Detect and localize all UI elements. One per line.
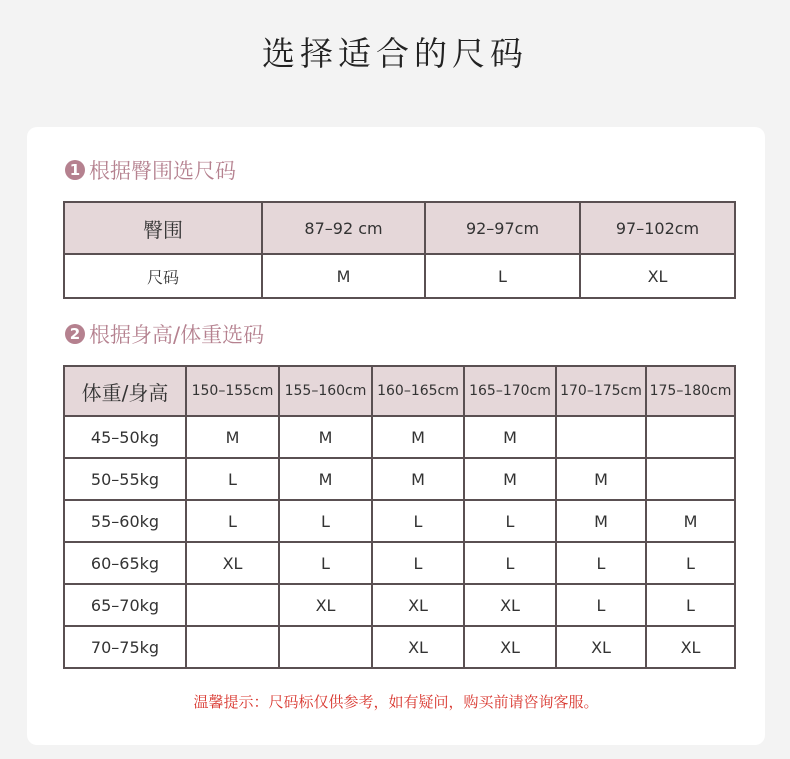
hip-column-header: 97–102cm: [580, 202, 735, 254]
size-cell: M: [279, 416, 372, 458]
size-cell: [279, 626, 372, 668]
weight-cell: 60–65kg: [64, 542, 186, 584]
size-cell: M: [646, 500, 735, 542]
size-cell: M: [464, 416, 556, 458]
size-cell: L: [464, 500, 556, 542]
section-hip-heading: [65, 155, 236, 185]
size-cell: M: [372, 458, 464, 500]
size-cell: M: [556, 500, 646, 542]
size-cell: XL: [372, 626, 464, 668]
size-cell: M: [186, 416, 279, 458]
height-weight-size-table: [63, 365, 736, 669]
size-cell: [646, 416, 735, 458]
height-column-header: 175–180cm: [646, 366, 735, 416]
hip-row-header: 臀围: [64, 202, 262, 254]
size-chart-card: [27, 127, 765, 745]
section-height-weight-title: 根据身高/体重选码: [89, 323, 265, 347]
size-cell: [186, 626, 279, 668]
weight-cell: 65–70kg: [64, 584, 186, 626]
reminder-text: 温馨提示：尺码标仅供参考，如有疑问，购买前请咨询客服。: [193, 693, 599, 711]
size-cell: [186, 584, 279, 626]
table-row: [64, 584, 735, 626]
section-hip-title: 根据臀围选尺码: [89, 159, 236, 183]
weight-cell: 50–55kg: [64, 458, 186, 500]
weight-cell: 70–75kg: [64, 626, 186, 668]
height-column-header: 160–165cm: [372, 366, 464, 416]
size-cell: M: [262, 254, 425, 298]
table-row: [64, 458, 735, 500]
size-cell: M: [556, 458, 646, 500]
size-cell: XL: [279, 584, 372, 626]
weight-cell: 45–50kg: [64, 416, 186, 458]
size-cell: M: [372, 416, 464, 458]
size-cell: XL: [464, 584, 556, 626]
table-row: [64, 254, 735, 298]
size-cell: L: [425, 254, 580, 298]
height-column-header: 170–175cm: [556, 366, 646, 416]
size-label-cell: 尺码: [64, 254, 262, 298]
table-row: [64, 416, 735, 458]
size-cell: L: [646, 542, 735, 584]
size-cell: XL: [186, 542, 279, 584]
size-cell: XL: [556, 626, 646, 668]
size-cell: XL: [464, 626, 556, 668]
table-row: [64, 626, 735, 668]
table-row: [64, 500, 735, 542]
size-cell: L: [279, 542, 372, 584]
number-badge-icon: 2: [65, 324, 85, 344]
hip-column-header: 92–97cm: [425, 202, 580, 254]
section-height-weight-heading: [65, 319, 264, 349]
table-header-row: [64, 202, 735, 254]
corner-header: 体重/身高: [64, 366, 186, 416]
size-cell: L: [556, 584, 646, 626]
page-title: 选择适合的尺码: [262, 34, 528, 73]
size-cell: M: [279, 458, 372, 500]
hip-column-header: 87–92 cm: [262, 202, 425, 254]
size-cell: L: [556, 542, 646, 584]
height-column-header: 165–170cm: [464, 366, 556, 416]
size-cell: M: [464, 458, 556, 500]
size-cell: XL: [372, 584, 464, 626]
table-row: [64, 542, 735, 584]
size-cell: L: [646, 584, 735, 626]
size-cell: L: [279, 500, 372, 542]
size-cell: L: [186, 458, 279, 500]
size-cell: XL: [580, 254, 735, 298]
size-cell: L: [372, 542, 464, 584]
height-column-header: 155–160cm: [279, 366, 372, 416]
size-cell: L: [372, 500, 464, 542]
weight-cell: 55–60kg: [64, 500, 186, 542]
size-cell: L: [464, 542, 556, 584]
size-cell: [646, 458, 735, 500]
number-badge-icon: 1: [65, 160, 85, 180]
size-cell: [556, 416, 646, 458]
height-column-header: 150–155cm: [186, 366, 279, 416]
hip-size-table: [63, 201, 736, 299]
table-header-row: [64, 366, 735, 416]
size-cell: XL: [646, 626, 735, 668]
size-cell: L: [186, 500, 279, 542]
